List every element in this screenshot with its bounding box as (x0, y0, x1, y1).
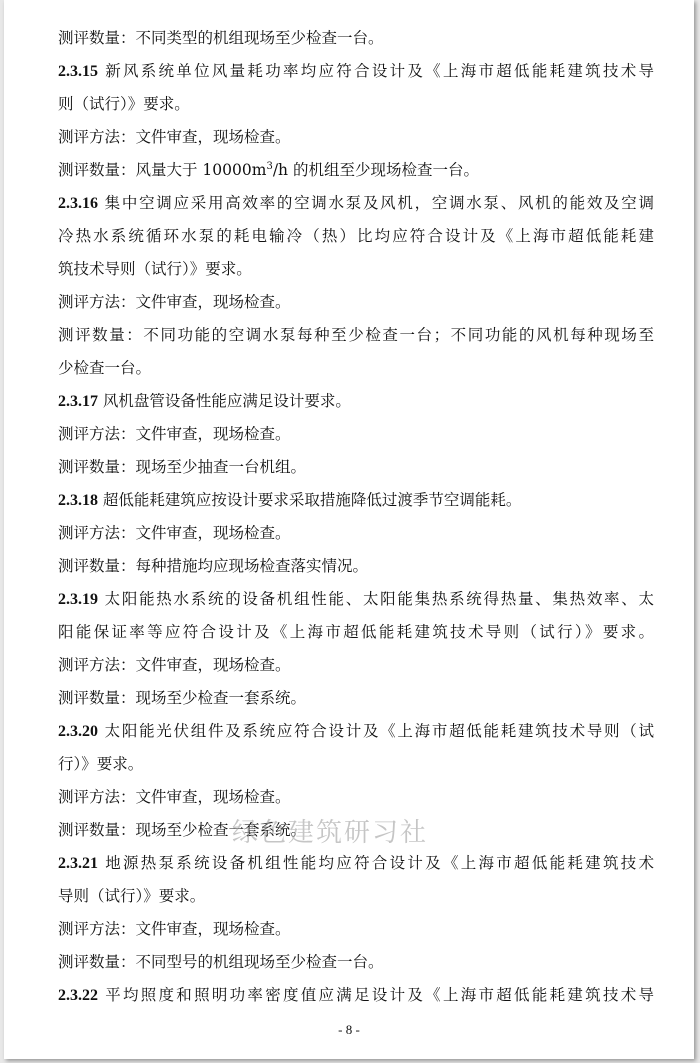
line-text: 测评数量：不同功能的空调水泵每种至少检查一台；不同功能的风机每种现场至 (58, 326, 654, 344)
clause-number: 2.3.18 (58, 492, 98, 509)
document-body (58, 22, 654, 1012)
clause-heading-line (58, 484, 654, 517)
clause-heading-line (58, 55, 654, 88)
clause-number: 2.3.17 (58, 393, 98, 410)
text-line (58, 880, 654, 913)
text-line (58, 913, 654, 946)
line-text: 测评方法：文件审查，现场检查。 (58, 788, 291, 806)
clause-number: 2.3.15 (58, 63, 98, 80)
text-line (58, 88, 654, 121)
superscript: 3 (266, 160, 273, 172)
clause-number: 2.3.16 (58, 195, 98, 212)
line-text: 风机盘管设备性能应满足设计要求。 (98, 392, 351, 410)
clause-heading-line (58, 847, 654, 880)
text-line (58, 253, 654, 286)
line-text: 行）》要求。 (58, 755, 144, 773)
document-page (4, 0, 694, 1059)
line-text: 平均照度和照明功率密度值应满足设计及《上海市超低能耗建筑技术导 (98, 986, 654, 1004)
line-text: 太阳能光伏组件及系统应符合设计及《上海市超低能耗建筑技术导则（试 (98, 722, 654, 740)
line-text: 集中空调应采用高效率的空调水泵及风机，空调水泵、风机的能效及空调 (98, 194, 654, 212)
clause-heading-line (58, 583, 654, 616)
line-text: 测评方法：文件审查，现场检查。 (58, 293, 291, 311)
text-line (58, 649, 654, 682)
line-text-continued: /h 的机组至少现场检查一台。 (272, 161, 479, 179)
line-text: 测评数量：现场至少检查一套系统。 (58, 689, 307, 707)
text-line (58, 451, 654, 484)
line-text: 筑技术导则（试行）》要求。 (58, 260, 252, 278)
clause-number: 2.3.20 (58, 723, 98, 740)
text-line (58, 517, 654, 550)
line-text: 测评数量：每种措施均应现场检查落实情况。 (58, 557, 369, 575)
clause-number: 2.3.21 (58, 855, 98, 872)
line-text: 测评方法：文件审查，现场检查。 (58, 656, 291, 674)
text-line (58, 352, 654, 385)
text-line (58, 286, 654, 319)
line-text: 测评数量：现场至少检查一套系统。 (58, 821, 307, 839)
text-line (58, 22, 654, 55)
watermark: 绿色建筑研习社 (232, 818, 429, 848)
text-line (58, 748, 654, 781)
line-text: 测评方法：文件审查，现场检查。 (58, 524, 291, 542)
text-line (58, 154, 654, 187)
text-line (58, 418, 654, 451)
line-text: 阳能保证率等应符合设计及《上海市超低能耗建筑技术导则（试行）》要求。 (58, 623, 654, 641)
line-text: 测评方法：文件审查，现场检查。 (58, 425, 291, 443)
line-text: 太阳能热水系统的设备机组性能、太阳能集热系统得热量、集热效率、太 (98, 590, 654, 608)
clause-heading-line (58, 385, 654, 418)
text-line (58, 550, 654, 583)
line-text: 冷热水系统循环水泵的耗电输冷（热）比均应符合设计及《上海市超低能耗建 (58, 227, 654, 245)
clause-number: 2.3.19 (58, 591, 98, 608)
text-line (58, 121, 654, 154)
line-text: 少检查一台。 (58, 359, 152, 377)
text-line (58, 616, 654, 649)
line-text: 测评方法：文件审查，现场检查。 (58, 128, 291, 146)
clause-heading-line (58, 715, 654, 748)
page-number: - 8 - (338, 1022, 360, 1037)
text-line (58, 946, 654, 979)
line-text: 测评数量：现场至少抽查一台机组。 (58, 458, 307, 476)
line-text: 导则（试行）》要求。 (58, 887, 206, 905)
text-line (58, 781, 654, 814)
text-line (58, 319, 654, 352)
line-text: 测评数量：不同型号的机组现场至少检查一台。 (58, 953, 384, 971)
line-text: 新风系统单位风量耗功率均应符合设计及《上海市超低能耗建筑技术导 (98, 62, 654, 80)
text-line (58, 682, 654, 715)
line-text: 测评方法：文件审查，现场检查。 (58, 920, 291, 938)
clause-heading-line (58, 979, 654, 1012)
text-line (58, 220, 654, 253)
line-text: 超低能耗建筑应按设计要求采取措施降低过渡季节空调能耗。 (98, 491, 522, 509)
clause-heading-line (58, 187, 654, 220)
line-text: 则（试行）》要求。 (58, 95, 190, 113)
clause-number: 2.3.22 (58, 987, 98, 1004)
line-text: 测评数量：不同类型的机组现场至少检查一台。 (58, 29, 384, 47)
line-text: 地源热泵系统设备机组性能均应符合设计及《上海市超低能耗建筑技术 (98, 854, 654, 872)
line-text: 测评数量：风量大于 10000m (58, 161, 267, 179)
